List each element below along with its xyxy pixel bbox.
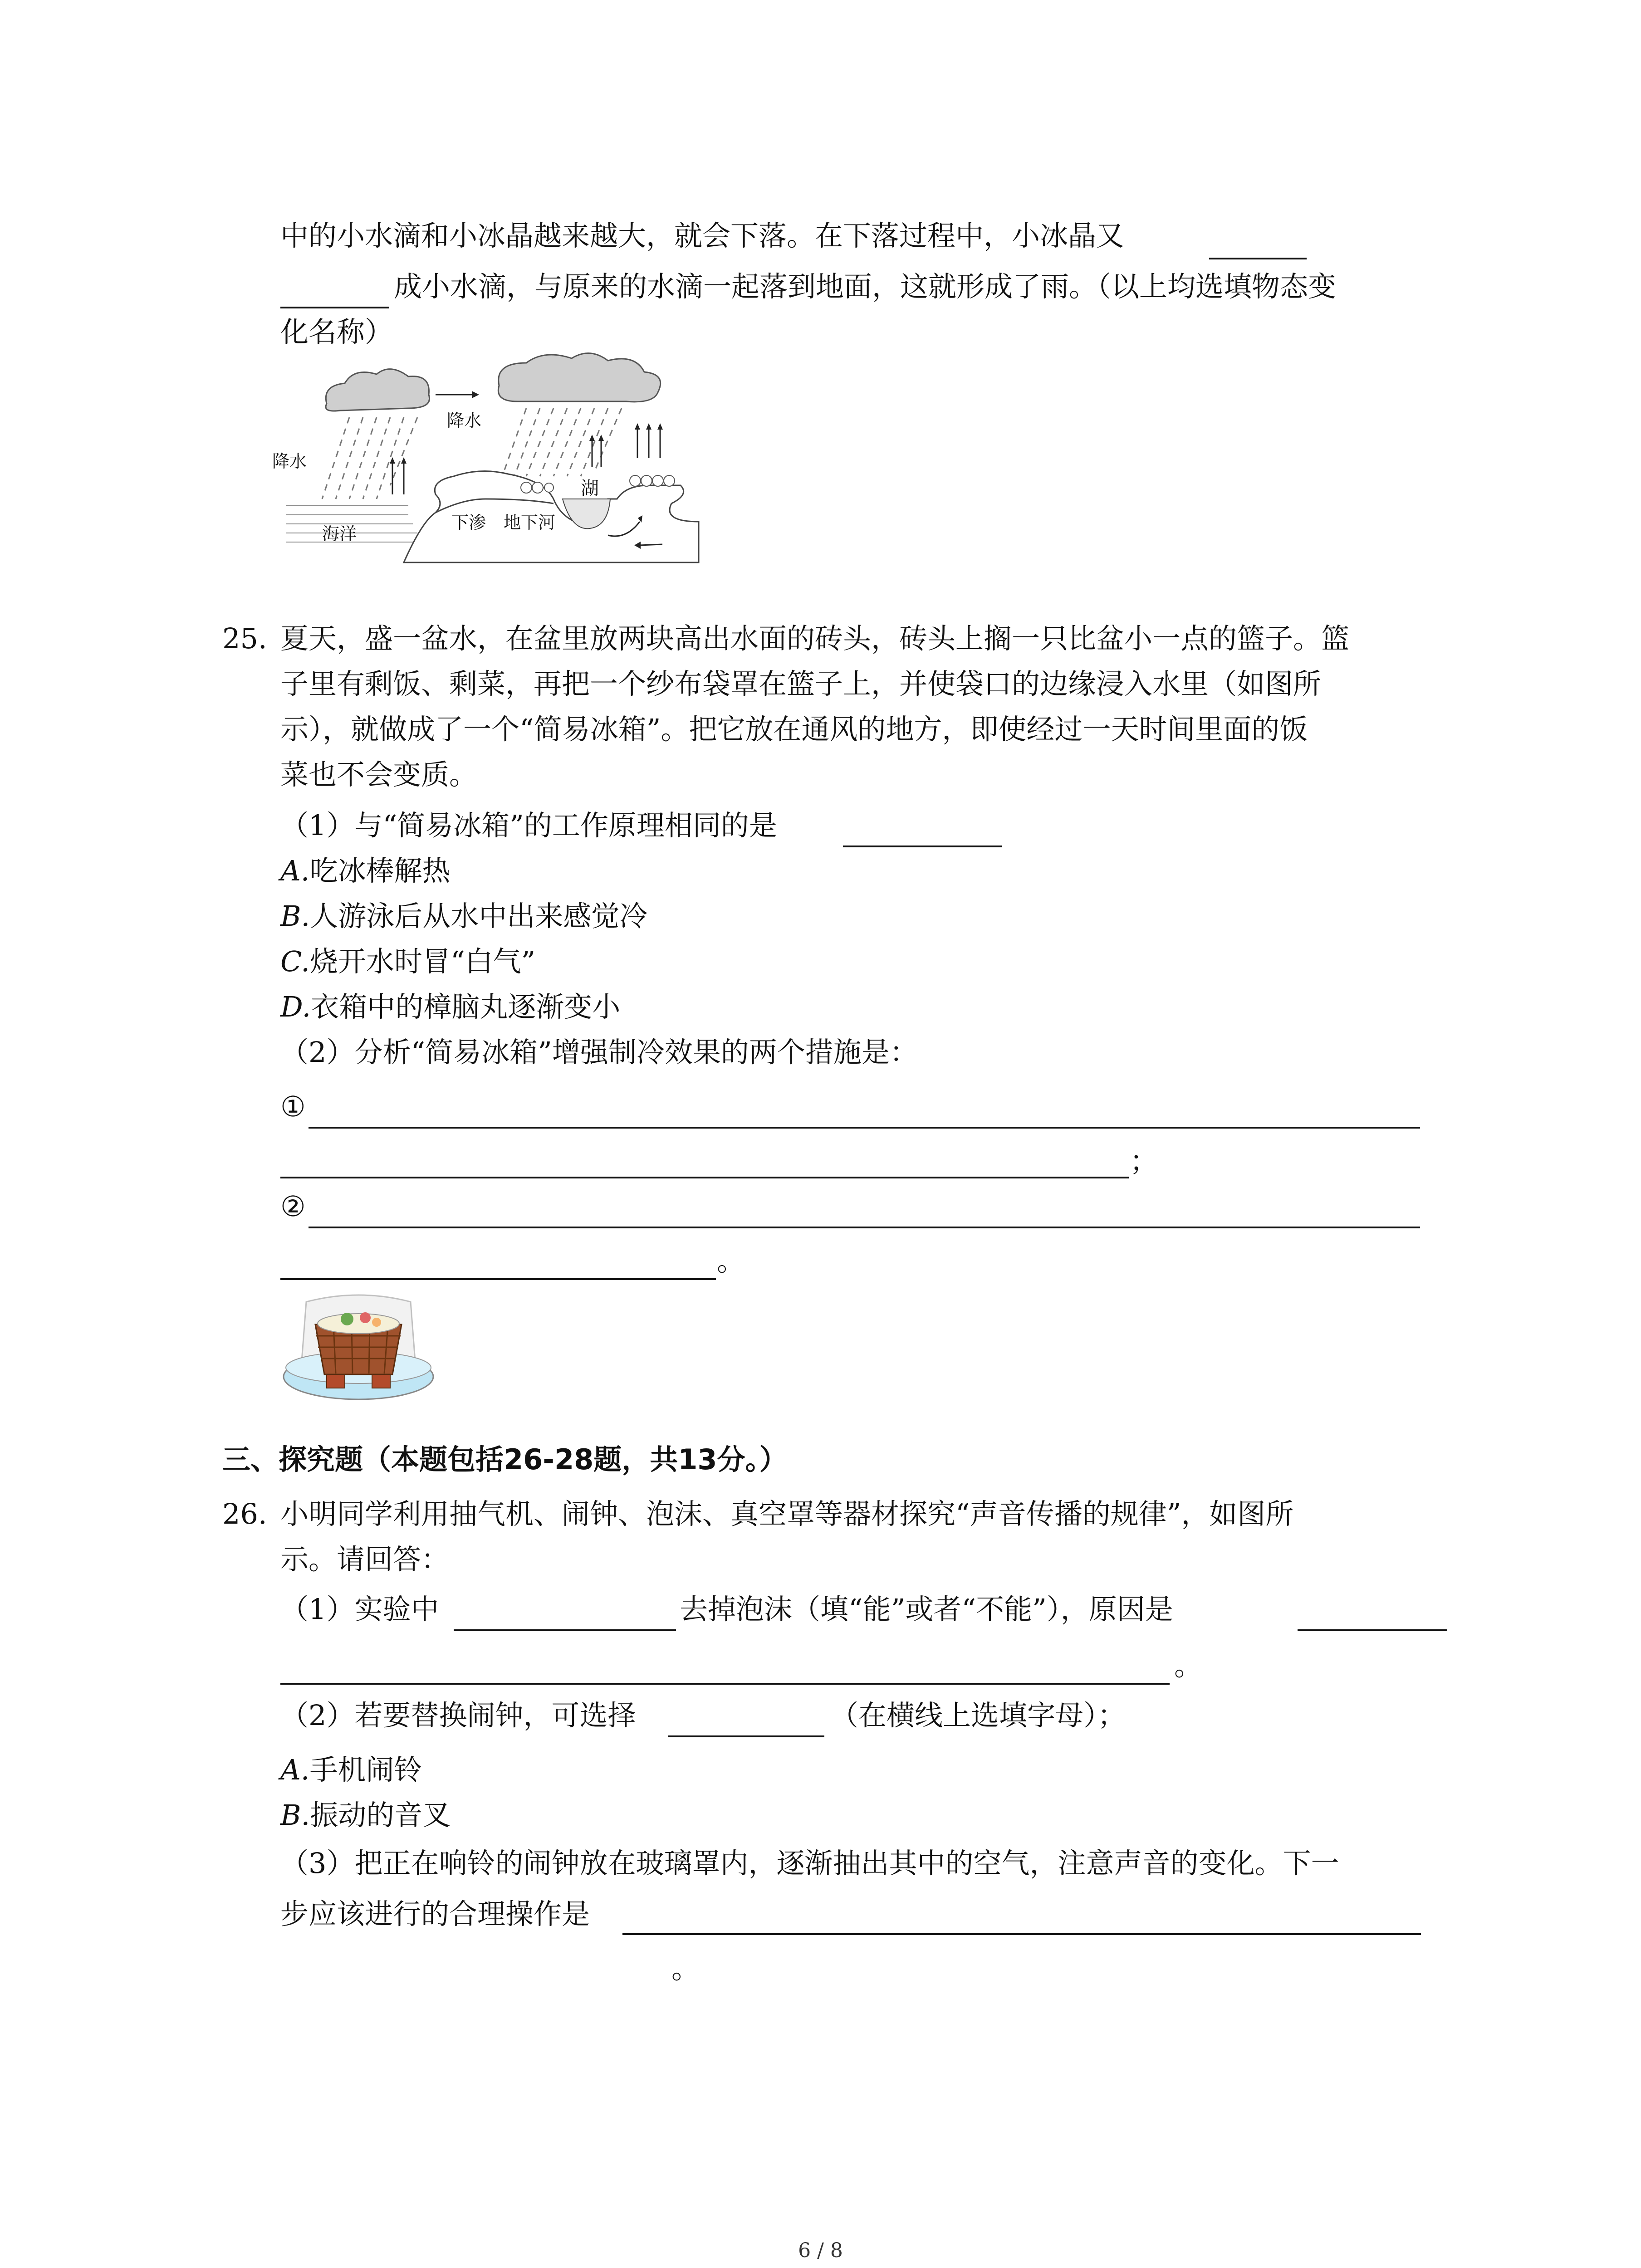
option-letter: D. [280,990,311,1023]
q25-option-d [280,989,620,1025]
q26-sub1-blank-2[interactable] [1298,1629,1447,1631]
q24-line1: 中的小水滴和小冰晶越来越大，就会下落。在下落过程中，小冰晶又 [280,219,1125,252]
option-text: 振动的音叉 [310,1799,451,1832]
option-text: 吃冰棒解热 [309,854,451,887]
q26-stem-line1: 小明同学利用抽气机、闹钟、泡沫、真空罩等器材探究“声音传播的规律”，如图所 [280,1497,1294,1530]
page-number: 6 / 8 [798,2239,843,2262]
q26-option-a [280,1752,422,1788]
q25-stem-line4: 菜也不会变质。 [280,758,478,791]
q25-stem-line1: 夏天，盛一盆水，在盆里放两块高出水面的砖头，砖头上搁一只比盆小一点的篮子。篮 [280,622,1350,655]
q26-sub3-blank[interactable] [622,1933,1421,1935]
q25-number: 25. [222,622,267,655]
q24-line2: 成小水滴，与原来的水滴一起落到地面，这就形成了雨。（以上均选填物态变 [394,270,1337,303]
q26-sub1-part-a: （1）实验中 [280,1593,439,1626]
q26-sub2-part-a: （2）若要替换闹钟，可选择 [280,1699,636,1732]
q26-sub1-blank-3[interactable] [280,1683,1170,1685]
option-letter: A. [280,854,310,887]
label-ocean: 海洋 [322,524,357,544]
q25-semicolon: ； [1130,1144,1158,1178]
label-seep: 下渗 [451,513,486,533]
option-letter: B. [280,1799,310,1832]
q24-answer-blank-2[interactable] [280,307,389,308]
water-cycle-diagram [272,349,708,567]
q26-sub1-blank-1[interactable] [454,1629,676,1631]
q25-measure2-blank-b[interactable] [280,1278,716,1280]
label-precip-left: 降水 [272,451,307,471]
option-letter: C. [280,945,310,978]
q26-sub1-part-b: 去掉泡沫（填“能”或者“不能”），原因是 [680,1593,1173,1626]
q25-measure1-blank-b[interactable] [280,1177,1129,1178]
label-precip-top: 降水 [447,411,482,430]
q25-stem-line2: 子里有剩饭、剩菜，再把一个纱布袋罩在篮子上，并使袋口的边缘浸入水里（如图所 [280,667,1322,700]
q26-stem-line2: 示。请回答： [280,1543,450,1576]
q26-period3: 。 [671,1952,700,1985]
q26-sub2-part-b: （在横线上选填字母）； [830,1699,1126,1732]
q25-period: 。 [717,1244,745,1277]
option-text: 人游泳后从水中出来感觉冷 [310,899,648,933]
option-text: 衣箱中的樟脑丸逐渐变小 [311,990,621,1023]
q25-stem-line3: 示），就做成了一个“简易冰箱”。把它放在通风的地方，即使经过一天时间里面的饭 [280,713,1308,746]
label-lake: 湖 [581,478,599,499]
q24-answer-blank-1[interactable] [1209,258,1307,259]
q25-sub1-blank[interactable] [843,846,1002,847]
option-text: 烧开水时冒“白气” [309,945,536,978]
q26-sub2-blank[interactable] [668,1735,824,1737]
q26-option-b [280,1797,451,1833]
q26-period1: 。 [1174,1649,1203,1682]
q25-option-a [280,853,451,889]
q24-line3: 化名称） [280,315,393,348]
label-river: 地下河 [504,513,556,533]
section3-heading: 三、探究题（本题包括26-28题，共13分。） [222,1443,788,1476]
q25-sub1: （1）与“简易冰箱”的工作原理相同的是 [280,809,777,842]
q25-option-c [280,943,535,980]
q26-sub3-line1: （3）把正在响铃的闹钟放在玻璃罩内，逐渐抽出其中的空气，注意声音的变化。下一 [280,1847,1339,1880]
q25-mark-1: ① [280,1090,306,1123]
q25-sub2: （2）分析“简易冰箱”增强制冷效果的两个措施是： [280,1036,918,1069]
q25-measure2-blank-a[interactable] [309,1227,1420,1228]
option-letter: B. [280,899,310,933]
q26-number: 26. [222,1497,267,1530]
simple-refrigerator-figure [279,1284,438,1406]
q25-option-b [280,898,647,934]
q25-mark-2: ② [280,1190,306,1223]
option-text: 手机闹铃 [309,1753,422,1786]
q26-sub3-line2: 步应该进行的合理操作是 [280,1897,590,1931]
option-letter: A. [280,1753,310,1786]
q25-measure1-blank-a[interactable] [309,1127,1420,1129]
